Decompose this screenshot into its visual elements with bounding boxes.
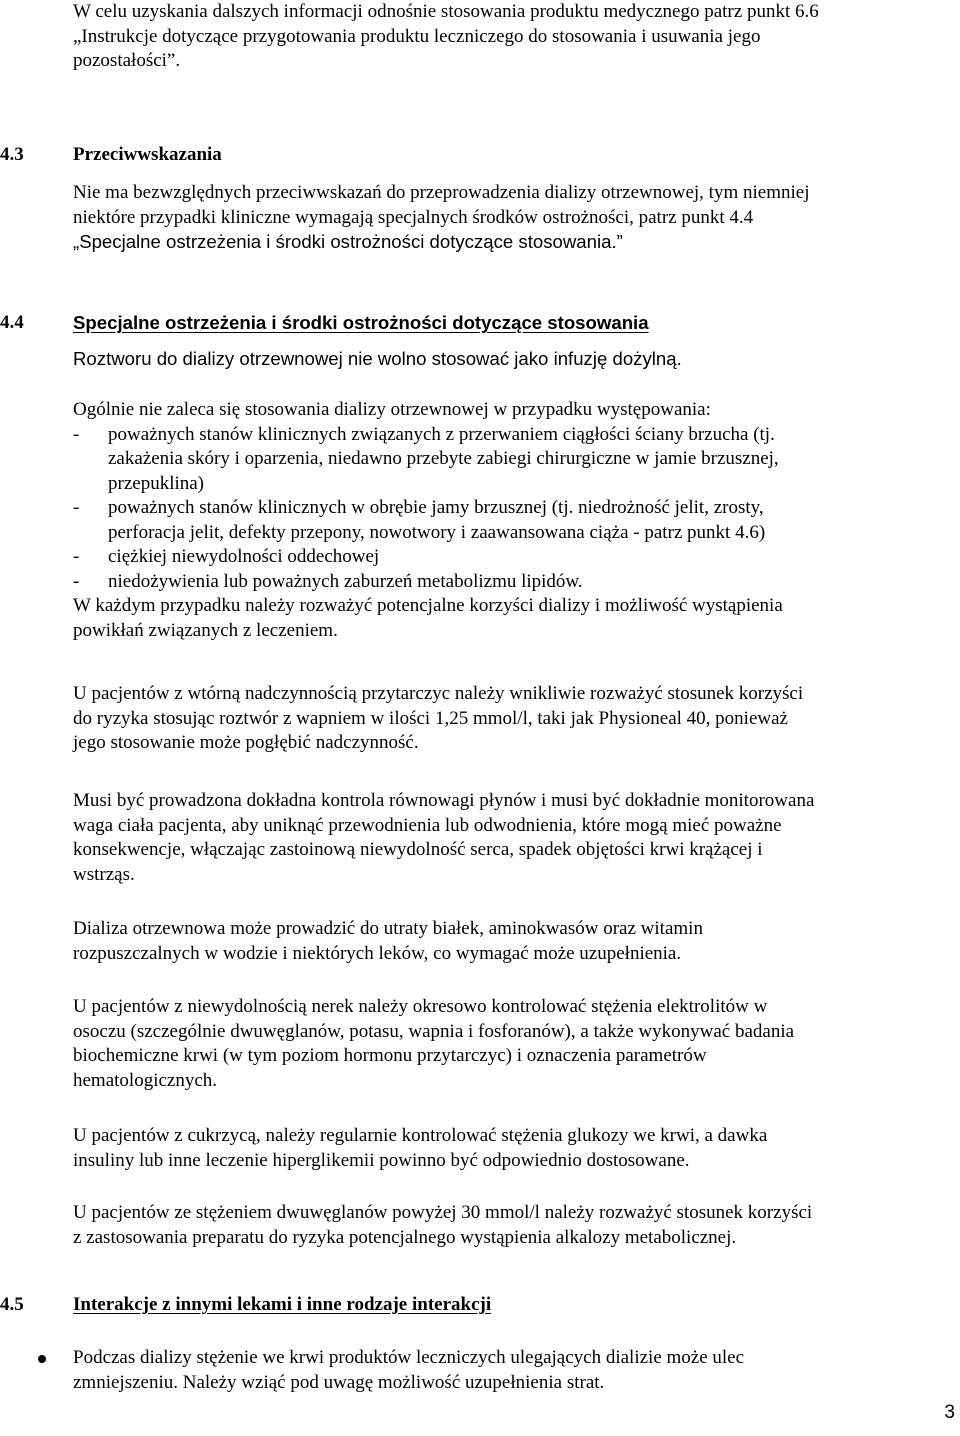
text-line: jego stosowanie może pogłębić nadczynność. [73, 732, 419, 753]
bullet-icon [38, 1355, 46, 1363]
general-warnings [73, 398, 953, 643]
interaction-text [73, 1346, 953, 1395]
text-line: ciężkiej niewydolności oddechowej [108, 546, 380, 567]
dash-marker: - [73, 497, 80, 518]
list-item [73, 496, 953, 545]
text-line: U pacjentów z niewydolnością nerek należy okresowo kontrolować stężenia elektrolitów w [73, 996, 768, 1017]
list-item [73, 545, 953, 570]
text-line: W każdym przypadku należy rozważyć potencjalne korzyści dializy i możliwość wystąpienia [73, 595, 783, 616]
dash-marker: - [73, 546, 80, 567]
text-line: konsekwencje, włączając zastoinową niewydolność serca, spadek objętości krwi krążącej i [73, 839, 763, 860]
text-line: Nie ma bezwzględnych przeciwwskazań do przeprowadzenia dializy otrzewnowej, tym niemniej [73, 182, 810, 203]
section-number: 4.5 [0, 1294, 24, 1315]
section-number: 4.3 [0, 144, 24, 165]
section-title: Interakcje z innymi lekami i inne rodzaje interakcji [73, 1294, 492, 1315]
list-item [73, 423, 953, 497]
text-line: powikłań związanych z leczeniem. [73, 619, 338, 641]
text-line: wstrząs. [73, 863, 135, 885]
intro-line: W celu uzyskania dalszych informacji odnośnie stosowania produktu medycznego patrz punkt 6.6 [73, 1, 819, 22]
dash-marker: - [73, 570, 80, 592]
text-line: waga ciała pacjenta, aby uniknąć przewodnienia lub odwodnienia, które mogą mieć poważne [73, 814, 782, 836]
intro-line: „Instrukcje dotyczące przygotowania produktu leczniczego do stosowania i usuwania jego [73, 25, 761, 47]
text-line: rozpuszczalnych w wodzie i niektórych leków, co wymagać może uzupełnienia. [73, 942, 682, 964]
text-line: Dializa otrzewnowa może prowadzić do utraty białek, aminokwasów oraz witamin [73, 918, 703, 939]
paragraph-electrolytes [73, 995, 953, 1093]
section-title: Przeciwwskazania [73, 144, 222, 165]
intro-paragraph [73, 0, 953, 74]
dash-marker: - [73, 423, 80, 445]
text-line: poważnych stanów klinicznych w obrębie jamy brzusznej (tj. niedrożność jelit, zrosty, [108, 497, 764, 518]
text-line: hematologicznych. [73, 1069, 218, 1091]
paragraph-bicarbonate [73, 1201, 953, 1250]
text-line: „Specjalne ostrzeżenia i środki ostrożności dotyczące stosowania.” [73, 231, 623, 252]
text-line: U pacjentów ze stężeniem dwuwęglanów powyżej 30 mmol/l należy rozważyć stosunek korzyści [73, 1202, 813, 1223]
text-line: Ogólnie nie zaleca się stosowania dializy otrzewnowej w przypadku występowania: [73, 399, 711, 420]
text-line: Roztworu do dializy otrzewnowej nie wolno stosować jako infuzję dożylną. [73, 348, 682, 369]
paragraph-protein-loss [73, 917, 953, 966]
section-title: Specjalne ostrzeżenia i środki ostrożności dotyczące stosowania [73, 312, 649, 333]
text-line: niektóre przypadki kliniczne wymagają specjalnych środków ostrożności, patrz punkt 4.4 [73, 206, 754, 228]
text-line: U pacjentów z cukrzycą, należy regularnie kontrolować stężenia glukozy we krwi, a dawka [73, 1125, 768, 1146]
text-line: osoczu (szczególnie dwuwęglanów, potasu, wapnia i fosforanów), a także wykonywać badania [73, 1020, 795, 1042]
text-line: zakażenia skóry i oparzenia, niedawno przebyte zabiegi chirurgiczne w jamie brzusznej, [108, 448, 779, 469]
paragraph-fluid-balance [73, 789, 953, 887]
text-line: U pacjentów z wtórną nadczynnością przytarczyc należy wnikliwie rozważyć stosunek korzyści [73, 683, 804, 704]
list-item [73, 570, 953, 595]
contraindications-text [73, 181, 953, 255]
text-line: Musi być prowadzona dokładna kontrola równowagi płynów i musi być dokładnie monitorowana [73, 790, 815, 811]
text-line: z zastosowania preparatu do ryzyka potencjalnego wystąpienia alkalozy metabolicznej. [73, 1226, 737, 1248]
text-line: Podczas dializy stężenie we krwi produktów leczniczych ulegających dializie może ulec [73, 1347, 745, 1368]
text-line: do ryzyka stosując roztwór z wapniem w ilości 1,25 mmol/l, taki jak Physioneal 40, ponieważ [73, 707, 788, 729]
infusion-note [73, 347, 953, 372]
text-line: biochemiczne krwi (w tym poziom hormonu przytarczyc) i oznaczenia parametrów [73, 1045, 707, 1066]
paragraph-parathyroid [73, 682, 953, 756]
text-line: zmniejszeniu. Należy wziąć pod uwagę możliwość uzupełnienia strat. [73, 1371, 605, 1393]
text-line: insuliny lub inne leczenie hiperglikemii powinno być odpowiednio dostosowane. [73, 1149, 690, 1171]
text-line: niedożywienia lub poważnych zaburzeń metabolizmu lipidów. [108, 570, 583, 592]
paragraph-diabetes [73, 1124, 953, 1173]
text-line: przepuklina) [108, 472, 205, 494]
section-number: 4.4 [0, 312, 24, 333]
text-line: perforacja jelit, defekty przepony, nowotwory i zaawansowana ciąża - patrz punkt 4.6) [108, 521, 766, 543]
intro-line: pozostałości”. [73, 50, 181, 71]
page-number: 3 [944, 1402, 955, 1423]
text-line: poważnych stanów klinicznych związanych z przerwaniem ciągłości ściany brzucha (tj. [108, 423, 775, 445]
